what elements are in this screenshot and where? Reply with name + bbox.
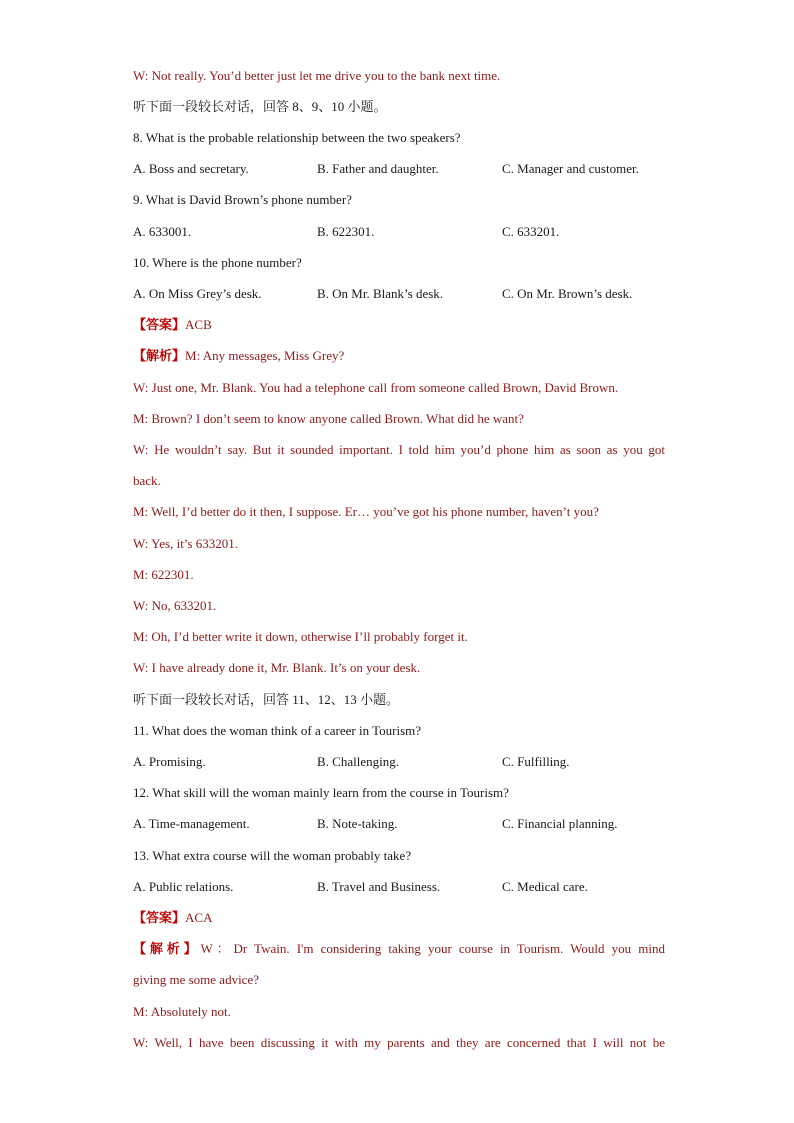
transcript-line: back. <box>133 473 161 488</box>
transcript-line: giving me some advice? <box>133 972 259 987</box>
analysis-label: 【解析】 <box>133 348 186 363</box>
question-text: 9. What is David Brown’s phone number? <box>133 192 352 207</box>
option-a: A. Boss and secretary. <box>133 161 249 176</box>
option-c: C. Financial planning. <box>502 816 618 831</box>
answer-value: ACB <box>185 317 212 332</box>
option-c: C. Fulfilling. <box>502 754 570 769</box>
transcript-line: M: Absolutely not. <box>133 1004 231 1019</box>
option-a: A. Public relations. <box>133 879 234 894</box>
question-options <box>133 815 665 833</box>
analysis-line <box>133 940 665 958</box>
analysis-label: 【解析】 <box>133 941 201 956</box>
transcript-line: M: Any messages, Miss Grey? <box>185 348 345 363</box>
question-options <box>133 753 665 771</box>
option-c: C. On Mr. Brown’s desk. <box>502 286 633 301</box>
answer-line <box>133 316 665 334</box>
section-instruction: 听下面一段较长对话，回答 11、12、13 小题。 <box>133 692 400 707</box>
option-a: A. On Miss Grey’s desk. <box>133 286 262 301</box>
answer-label: 【答案】 <box>133 910 186 925</box>
transcript-line: M: 622301. <box>133 567 194 582</box>
option-c: C. 633201. <box>502 224 560 239</box>
transcript-line: W: No, 633201. <box>133 598 217 613</box>
option-c: C. Medical care. <box>502 879 588 894</box>
transcript-line: M: Brown? I don’t seem to know anyone called Brown. What did he want? <box>133 411 524 426</box>
answer-value: ACA <box>185 910 213 925</box>
option-b: B. Travel and Business. <box>317 879 441 894</box>
answer-line <box>133 909 665 927</box>
option-b: B. Father and daughter. <box>317 161 439 176</box>
option-b: B. 622301. <box>317 224 375 239</box>
section-instruction: 听下面一段较长对话，回答 8、9、10 小题。 <box>133 99 387 114</box>
analysis-line <box>133 347 665 365</box>
option-a: A. Time-management. <box>133 816 250 831</box>
question-text: 10. Where is the phone number? <box>133 255 302 270</box>
option-a: A. 633001. <box>133 224 192 239</box>
transcript-line: W: I have already done it, Mr. Blank. It’s on your desk. <box>133 660 421 675</box>
transcript-line: W: Just one, Mr. Blank. You had a telephone call from someone called Brown, David Brown. <box>133 380 619 395</box>
option-a: A. Promising. <box>133 754 206 769</box>
option-c: C. Manager and customer. <box>502 161 639 176</box>
transcript-line: W: Yes, it’s 633201. <box>133 536 238 551</box>
transcript-line: M: Well, I’d better do it then, I suppose. Er… you’ve got his phone number, haven’t you? <box>133 504 599 519</box>
option-b: B. Challenging. <box>317 754 399 769</box>
question-text: 8. What is the probable relationship between the two speakers? <box>133 130 461 145</box>
question-options <box>133 160 665 178</box>
option-b: B. Note-taking. <box>317 816 398 831</box>
question-text: 11. What does the woman think of a career in Tourism? <box>133 723 422 738</box>
option-b: B. On Mr. Blank’s desk. <box>317 286 444 301</box>
transcript-line: W：Dr Twain. I'm considering taking your course in Tourism. Would you mind <box>200 941 665 956</box>
question-options <box>133 285 665 303</box>
transcript-line: W: Not really. You’d better just let me drive you to the bank next time. <box>133 68 501 83</box>
question-text: 12. What skill will the woman mainly learn from the course in Tourism? <box>133 785 509 800</box>
question-options <box>133 223 665 241</box>
transcript-line: W: He wouldn’t say. But it sounded important. I told him you’d phone him as soon as you got <box>133 442 665 457</box>
answer-label: 【答案】 <box>133 317 186 332</box>
question-text: 13. What extra course will the woman probably take? <box>133 848 412 863</box>
transcript-line: W: Well, I have been discussing it with my parents and they are concerned that I will not be <box>133 1035 665 1050</box>
question-options <box>133 878 665 896</box>
transcript-line: M: Oh, I’d better write it down, otherwise I’ll probably forget it. <box>133 629 468 644</box>
